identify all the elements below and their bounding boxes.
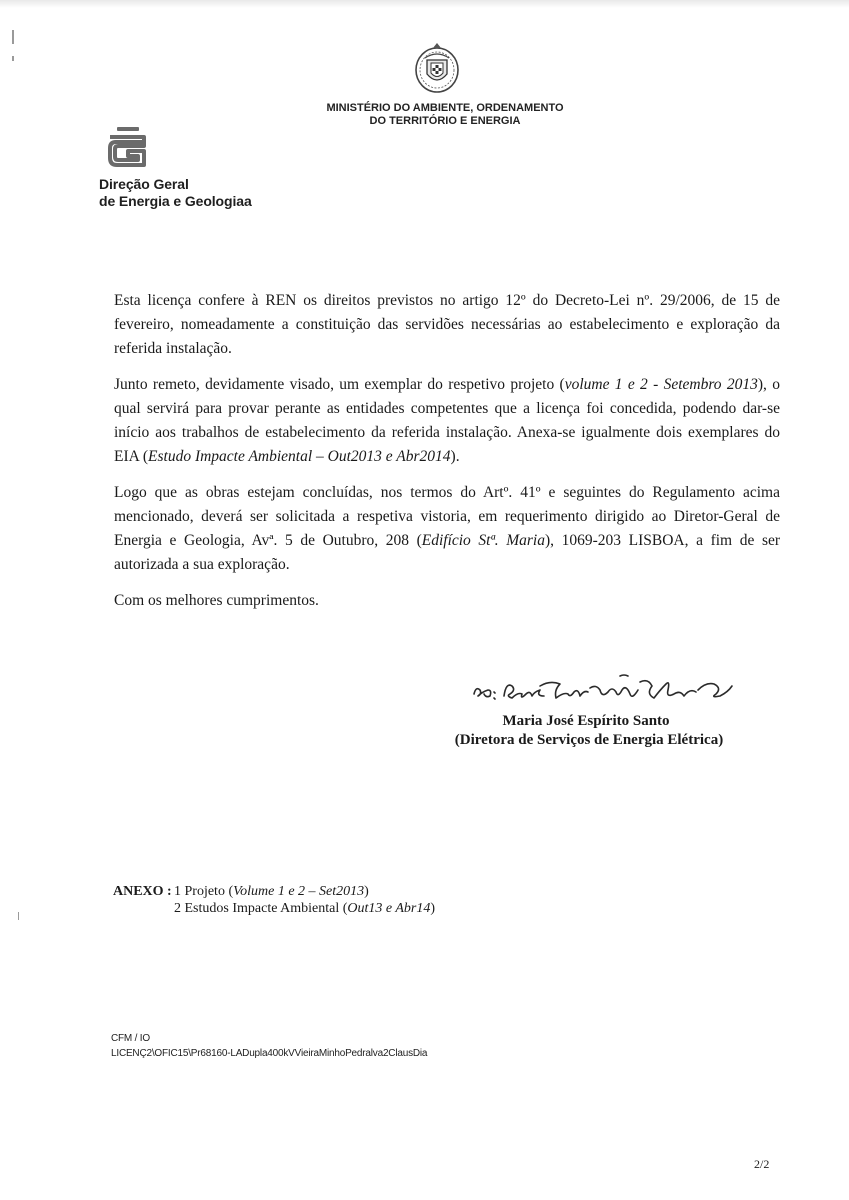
- p2-project-reference: volume 1 e 2 - Setembro 2013: [564, 376, 758, 393]
- paragraph-license-rights: Esta licença confere à REN os direitos previstos no artigo 12º do Decreto-Lei nº. 29/2006, de 15 de fevereiro, nomeadamente a constituição das servidões necessárias ao estabelecimento e exploração da referida instalação.: [114, 292, 780, 357]
- annex-label: ANEXO :: [113, 884, 172, 899]
- agency-name-main: de Energia e Geologia: [99, 193, 244, 209]
- p2-text-start: Junto remeto, devidamente visado, um exemplar do respetivo projeto (: [114, 376, 565, 393]
- agency-name-line1: Direção Geral: [99, 176, 189, 192]
- signer-block: [433, 712, 745, 750]
- coat-of-arms-icon: [413, 40, 461, 94]
- annex-item: [113, 900, 435, 917]
- scan-mark: [18, 912, 19, 920]
- handwritten-signature: [470, 668, 740, 710]
- letter-body: [114, 289, 780, 625]
- ministry-title-line2: DO TERRITÓRIO E ENERGIA: [369, 115, 521, 127]
- annex-item-1-text: 1 Projeto (: [174, 884, 234, 899]
- page-number: 2/2: [754, 1157, 770, 1171]
- annex-item-2-detail: Out13 e Abr14: [347, 901, 431, 916]
- p2-eia-reference: Estudo Impacte Ambiental – Out2013 e Abr2014: [148, 448, 451, 465]
- annex-item: [113, 883, 435, 900]
- ministry-title-line1: MINISTÉRIO DO AMBIENTE, ORDENAMENTO: [326, 102, 564, 114]
- scan-mark: [12, 56, 14, 61]
- agency-name-line2: [99, 193, 252, 210]
- annex-item-1-detail: Volume 1 e 2 – Set2013: [233, 884, 365, 899]
- annex-item-2-text: 2 Estudos Impacte Ambiental (: [174, 901, 348, 916]
- paragraph-project-copy: [114, 373, 780, 469]
- agency-name-suffix: a: [243, 193, 252, 209]
- annex-item-2-close: ): [430, 901, 436, 916]
- annex-item-1-close: ): [364, 884, 369, 899]
- p2-text-end: ).: [450, 448, 460, 465]
- ministry-title: [300, 102, 590, 128]
- agency-name: [99, 176, 252, 210]
- signer-name: Maria José Espírito Santo: [502, 713, 670, 729]
- scan-mark: [12, 30, 14, 44]
- scan-edge: [0, 0, 849, 8]
- annex-item-2: [174, 901, 435, 916]
- closing-salutation: Com os melhores cumprimentos.: [114, 592, 319, 609]
- p3-text-end: ), 1069-203 LISBOA, a fim de ser autorizada a sua exploração.: [114, 532, 781, 573]
- author-initials: CFM / IO: [111, 1033, 150, 1044]
- p3-text-start: Logo que as obras estejam concluídas, nos termos do Artº. 41º e seguintes do Regulamento acima mencionado, deverá ser solicitada a respetiva vistoria, em requerimento dirigido ao Diretor-Geral de Energia e Geologia, Avª. 5 de Outubro, 208 (: [114, 484, 780, 549]
- dgeg-logo-icon: [100, 125, 156, 171]
- file-path: LICENÇ2\OFIC15\Pr68160-LADupla400kVVieiraMinhoPedralva2ClausDia: [111, 1048, 428, 1059]
- annex-list: [113, 883, 435, 917]
- p3-building-reference: Edifício Stª. Maria: [421, 532, 545, 549]
- paragraph-inspection: [114, 481, 780, 577]
- annex-item-1: [174, 883, 369, 900]
- footer-reference: [111, 1031, 427, 1061]
- signer-title: (Diretora de Serviços de Energia Elétrica): [454, 732, 724, 748]
- p2-text-middle: ), o qual servirá para provar perante as entidades competentes que a licença foi concedida, podendo dar-se início aos trabalhos de estabelecimento da referida instalação. Anexa-se igualmente dois exemplares do EIA (: [114, 376, 780, 465]
